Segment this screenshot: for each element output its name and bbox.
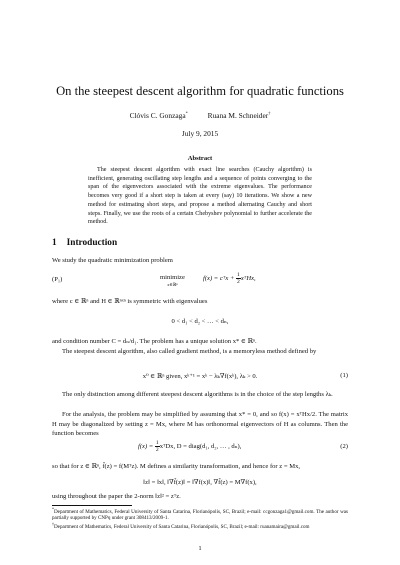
minimize-word: minimize — [160, 274, 185, 281]
footnote-1-text: Department of Mathematics, Federal University of Santa Catarina, Florianópolis, SC, Brazil; e-mail: ccgonzaga1@gmail.com. The author was partially supported by CNPq under grant 308413/2009-1. — [52, 509, 348, 522]
author-2-mark: † — [268, 110, 271, 116]
equation-2-lhs: f(x) = — [138, 443, 155, 451]
abstract-heading: Abstract — [187, 155, 213, 162]
footnote-2-text: Department of Mathematics, Federal University of Santa Catarina, Florianópolis, SC, Brazil; e-mail: ruanamaira@gmail.com — [54, 524, 310, 530]
paragraph-4: The steepest descent algorithm, also called gradient method, is a memoryless method defined by — [62, 348, 317, 355]
footnote-2-mark: † — [52, 521, 54, 527]
equation-problem-min — [160, 274, 185, 288]
paragraph-2: where c ∈ ℝⁿ and H ∈ ℝⁿˣⁿ is symmetric with eigenvalues — [52, 298, 208, 305]
objective-quadratic: xᵀHx, — [240, 275, 256, 283]
paper-date: July 9, 2015 — [181, 129, 219, 138]
equation-2-tag: (2) — [340, 443, 348, 450]
footnote-1 — [52, 506, 348, 522]
author-1 — [130, 111, 188, 120]
author-1-name: Clóvis C. Gonzaga — [129, 111, 186, 120]
equation-problem — [52, 272, 348, 294]
equation-problem-rhs — [203, 272, 256, 285]
author-1-mark: * — [185, 110, 188, 116]
equation-2-rhs: xᵀDx, D = diag(d₁, d₂, … , dₙ), — [159, 443, 242, 451]
section-title: Introduction — [66, 238, 118, 248]
paper-title: On the steepest descent algorithm for quadratic functions — [56, 84, 344, 98]
equation-2-body — [138, 440, 241, 453]
footnote-2 — [52, 521, 348, 530]
paragraph-1: We study the quadratic minimization problem — [52, 257, 173, 264]
equation-1-body: x⁰ ∈ ℝⁿ given, xᵏ⁺¹ = xᵏ − λₖ∇f(xᵏ), λₖ > 0. — [142, 373, 258, 380]
paragraph-7: so that for z ∈ ℝⁿ, f̃(z) = f(Mᵀz). M defines a similarity transformation, and hence for z = Mx, — [52, 463, 301, 470]
equation-2-half-num: 1 — [155, 440, 159, 446]
page-number: 1 — [198, 545, 202, 552]
paragraph-6: For the analysis, the problem may be simplified by assuming that x* = 0, and so f(x) = xᵀHx/2. The matrix H may be diagonalized by setting z = Mx, where M has orthonormal eigenvectors of H as columns. Then the function becomes — [52, 411, 348, 438]
section-heading — [52, 238, 117, 248]
half-den: 2 — [237, 279, 240, 285]
equation-2 — [52, 440, 348, 454]
eigenvalue-chain: 0 < d₁ < d₂ < … < dₙ, — [171, 318, 229, 325]
footnote-rule — [52, 505, 132, 506]
norm-identities: ‖z‖ = ‖x‖, ‖∇f̃(z)‖ = ‖∇f(x)‖, ∇f̃(z) = M∇f(x), — [143, 479, 257, 486]
paragraph-5: The only distinction among different steepest descent algorithms is in the choice of the step lengths λₖ. — [62, 391, 333, 398]
equation-1-tag: (1) — [340, 372, 348, 379]
minimize-domain: x∈ℝⁿ — [167, 282, 178, 287]
author-2-name: Ruana M. Schneider — [207, 111, 269, 120]
author-2 — [208, 111, 271, 120]
section-number: 1 — [52, 238, 57, 248]
footnote-1-mark: * — [52, 506, 54, 512]
objective-linear: f(x) = cᵀx + — [203, 275, 237, 283]
abstract-text: The steepest descent algorithm with exact line searches (Cauchy algorithm) is inefficient, generating oscillating step lengths and a sequence of points converging to the span of the eigenvectors associated with the extreme eigenvalues. The performance becomes very good if a short step is taken at every (say) 10 iterations. We show a new method for estimating short steps, and propose a method alternating Cauchy and short steps. Finally, we use the roots of a certain Chebyshev polynomial to further accelerate the method. — [88, 167, 312, 226]
half-num: 1 — [237, 272, 240, 278]
equation-2-half-den: 2 — [155, 447, 159, 453]
equation-problem-tag: (P₁) — [52, 276, 63, 283]
paragraph-3: and condition number C = dₙ/d₁. The problem has a unique solution x* ∈ ℝⁿ. — [52, 338, 257, 345]
paragraph-8: using throughout the paper the 2-norm ‖z‖² = zᵀz. — [52, 493, 181, 500]
author-list — [0, 111, 400, 120]
